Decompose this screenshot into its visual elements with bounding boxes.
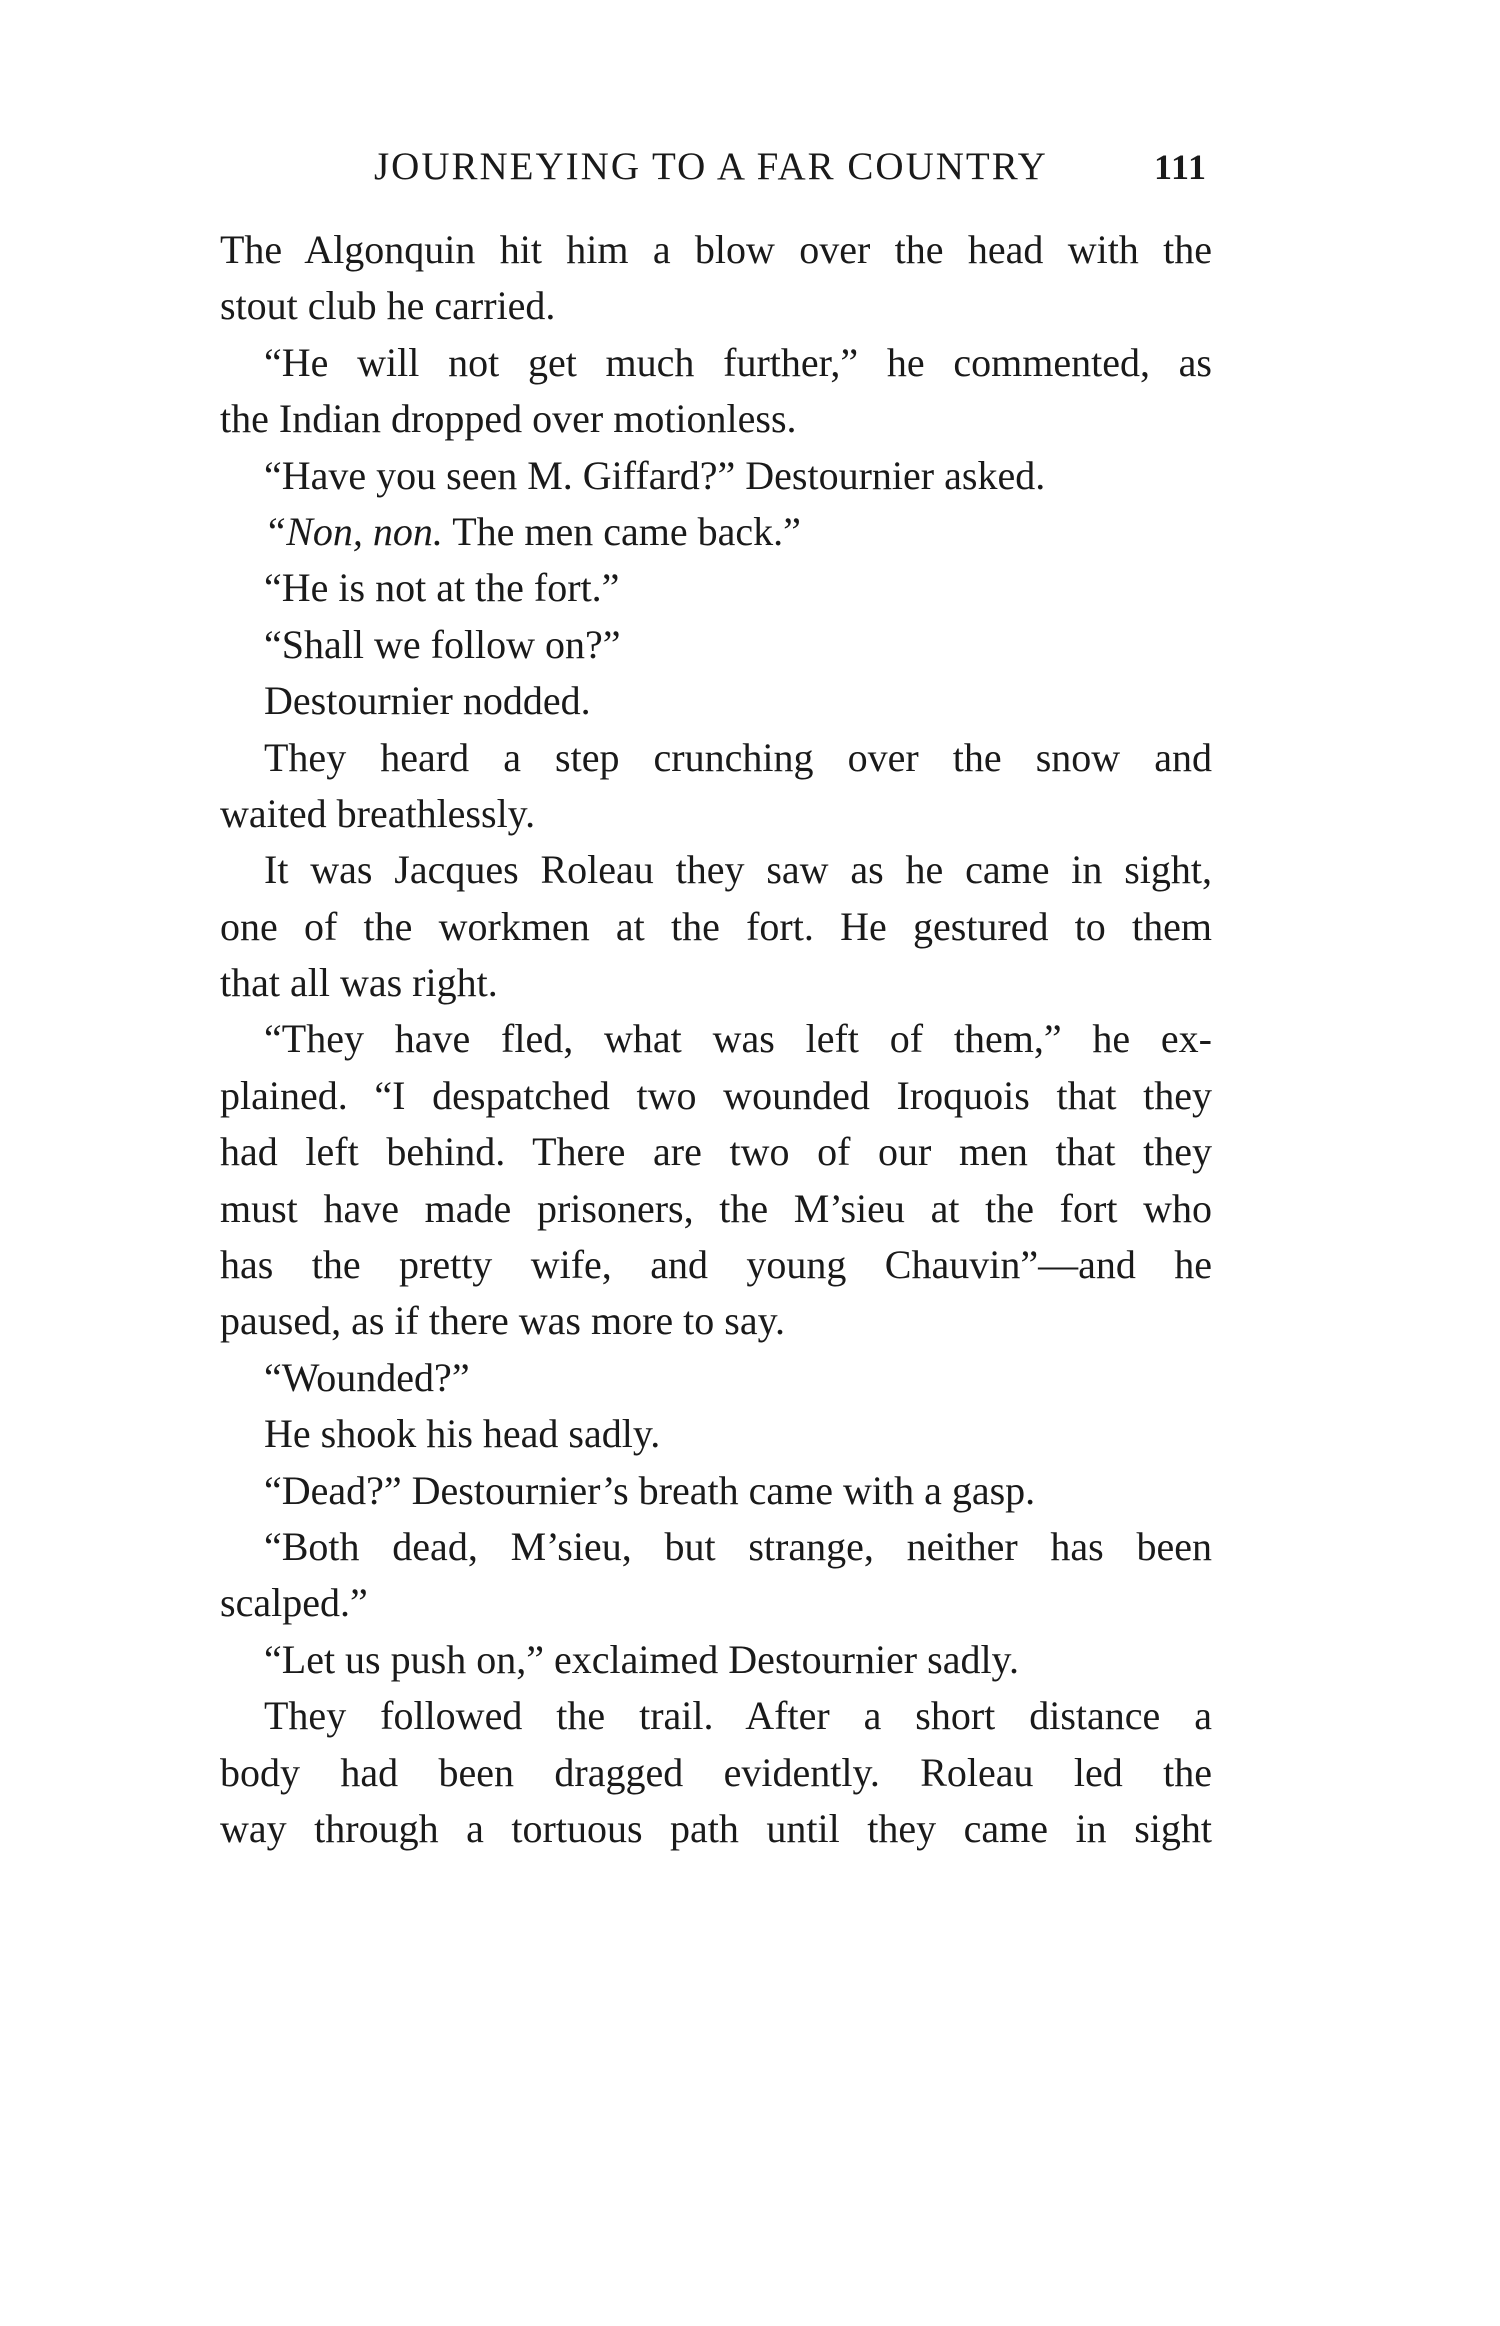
text-line	[220, 504, 1212, 560]
text-line: “Let us push on,” exclaimed Destournier sadly.	[264, 1636, 1019, 1682]
text-line: “Shall we follow on?”	[264, 621, 621, 667]
italic-phrase: “Non, non.	[264, 508, 443, 554]
running-head	[220, 144, 1220, 200]
text-line: “He will not get much further,” he commented, as	[264, 339, 1212, 385]
text-line: They heard a step crunching over the snow and	[264, 734, 1212, 780]
text-line: body had been dragged evidently. Roleau led the	[220, 1749, 1212, 1795]
text-line: They followed the trail. After a short distance a	[264, 1693, 1212, 1739]
text-line: “Have you seen M. Giffard?” Destournier asked.	[264, 452, 1046, 498]
text-line: the Indian dropped over motionless.	[220, 396, 797, 442]
text-line: “He is not at the fort.”	[264, 565, 620, 611]
text-line: “Dead?” Destournier’s breath came with a gasp.	[264, 1467, 1036, 1513]
text-line: stout club he carried.	[220, 283, 556, 329]
text-line: waited breathlessly.	[220, 790, 536, 836]
text-line: “They have fled, what was left of them,” he ex-	[264, 1016, 1212, 1062]
text-line: “Both dead, M’sieu, but strange, neither has been	[264, 1523, 1212, 1569]
text-line: plained. “I despatched two wounded Iroquois that they	[220, 1072, 1212, 1118]
text-line: had left behind. There are two of our men that they	[220, 1129, 1212, 1175]
text-line-rest: The men came back.”	[452, 508, 801, 554]
text-line: has the pretty wife, and young Chauvin”—and he	[220, 1242, 1212, 1288]
text-line: The Algonquin hit him a blow over the head with the	[220, 227, 1212, 272]
text-line: scalped.”	[220, 1580, 368, 1626]
text-line: way through a tortuous path until they came in sight	[220, 1805, 1212, 1851]
text-line: must have made prisoners, the M’sieu at the fort who	[220, 1185, 1212, 1231]
running-title: JOURNEYING TO A FAR COUNTRY	[374, 145, 1048, 188]
page-number: 111	[1154, 147, 1208, 187]
text-line: It was Jacques Roleau they saw as he came in sight,	[264, 847, 1212, 893]
text-line: “Wounded?”	[264, 1354, 470, 1400]
text-line: one of the workmen at the fort. He gestured to them	[220, 903, 1212, 949]
text-line: that all was right.	[220, 960, 498, 1006]
body-text	[220, 222, 1212, 1857]
text-line: paused, as if there was more to say.	[220, 1298, 785, 1344]
text-line: He shook his head sadly.	[264, 1411, 661, 1457]
text-line: Destournier nodded.	[264, 678, 591, 724]
